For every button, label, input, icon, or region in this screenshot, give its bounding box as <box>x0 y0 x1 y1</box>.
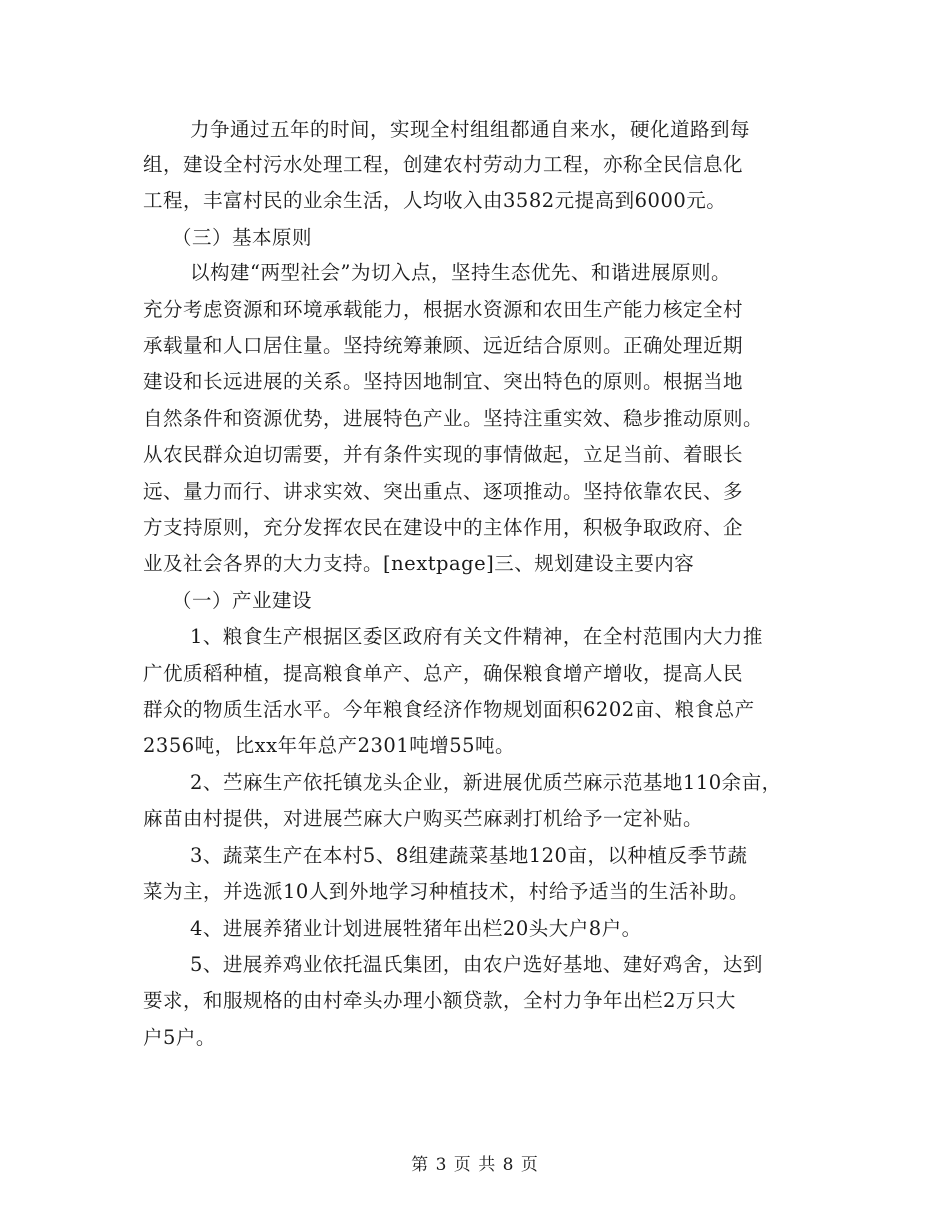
text-line-20: 麻苗由村提供，对进展苎麻大户购买苎麻剥打机给予一定补贴。 <box>143 807 704 830</box>
text-line-25: 要求，和服规格的由村牵头办理小额贷款，全村力争年出栏2万只大 <box>143 989 736 1012</box>
text-line-9: 自然条件和资源优势，进展特色产业。坚持注重实效、稳步推动原则。 <box>143 407 764 430</box>
text-line-7: 承载量和人口居住量。坚持统筹兼顾、远近结合原则。正确处理近期 <box>143 334 744 357</box>
section-heading-basic-principles: （三）基本原则 <box>172 226 313 249</box>
text-line-26: 户5户。 <box>143 1026 216 1049</box>
text-line-6: 充分考虑资源和环境承载能力，根据水资源和农田生产能力核定全村 <box>143 298 744 321</box>
text-line-8: 建设和长远进展的关系。坚持因地制宜、突出特色的原则。根据当地 <box>143 370 744 393</box>
text-line-22: 菜为主，并选派10人到外地学习种植技术，村给予适当的生活补助。 <box>143 880 749 903</box>
text-line-21: 3、蔬菜生产在本村5、8组建蔬菜基地120亩，以种植反季节蔬 <box>190 844 748 867</box>
text-line-3: 工程，丰富村民的业余生活，人均收入由3582元提高到6000元。 <box>143 189 727 212</box>
text-line-2: 组，建设全村污水处理工程，创建农村劳动力工程，亦称全民信息化 <box>143 153 744 176</box>
text-line-15: 1、粮食生产根据区委区政府有关文件精神，在全村范围内大力推 <box>190 625 763 648</box>
text-line-19: 2、苎麻生产依托镇龙头企业，新进展优质苎麻示范基地110余亩， <box>190 771 782 794</box>
text-line-1: 力争通过五年的时间，实现全村组组都通自来水，硬化道路到每 <box>190 118 751 141</box>
text-line-24: 5、进展养鸡业依托温氏集团，由农户选好基地、建好鸡舍，达到 <box>190 953 763 976</box>
text-line-17: 群众的物质生活水平。今年粮食经济作物规划面积6202亩、粮食总产 <box>143 698 755 721</box>
text-line-10: 从农民群众迫切需要，并有条件实现的事情做起，立足当前、着眼长 <box>143 443 744 466</box>
text-line-5: 以构建“两型社会”为切入点，坚持生态优先、和谐进展原则。 <box>190 261 731 284</box>
text-line-23: 4、进展养猪业计划进展牲猪年出栏20头大户8户。 <box>190 917 642 940</box>
text-line-16: 广优质稻种植，提高粮食单产、总产，确保粮食增产增收，提高人民 <box>143 662 744 685</box>
text-line-18: 2356吨，比xx年年总产2301吨增55吨。 <box>143 734 516 757</box>
page-number-label: 第 3 页 共 8 页 <box>411 1155 539 1175</box>
text-line-13: 业及社会各界的大力支持。[nextpage]三、规划建设主要内容 <box>143 552 695 575</box>
text-line-11: 远、量力而行、讲求实效、突出重点、逐项推动。坚持依靠农民、多 <box>143 480 744 503</box>
page-number-footer <box>0 1154 950 1176</box>
section-heading-industry: （一）产业建设 <box>172 589 313 612</box>
text-line-12: 方支持原则，充分发挥农民在建设中的主体作用，积极争取政府、企 <box>143 516 744 539</box>
